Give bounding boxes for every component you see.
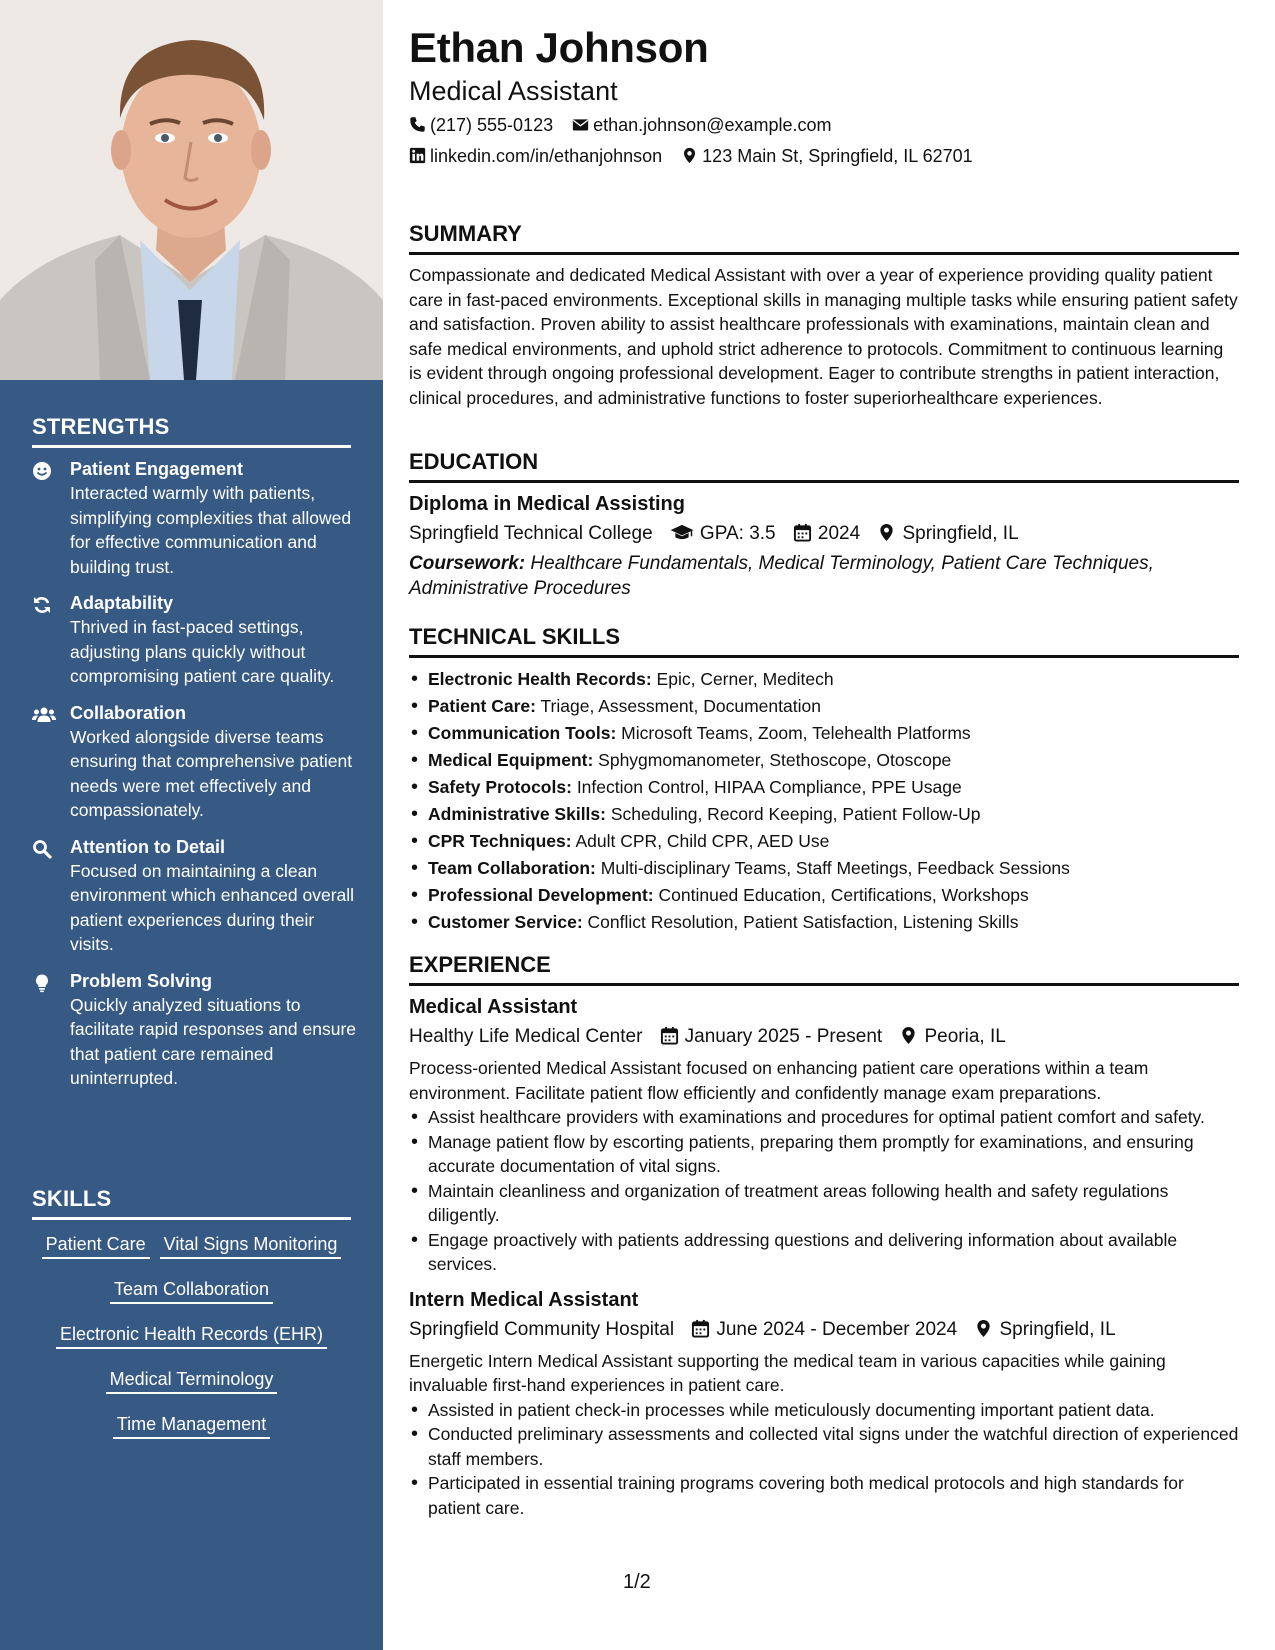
job-title: Intern Medical Assistant bbox=[409, 1288, 639, 1311]
skill-category: Medical Equipment: bbox=[428, 750, 594, 770]
users-icon bbox=[32, 705, 56, 725]
job-bullet: • Assist healthcare providers with examinations and procedures for optimal patient comfort and safety. bbox=[409, 1105, 1239, 1130]
technical-skill-item bbox=[409, 909, 1239, 936]
job-bullets bbox=[409, 1105, 1239, 1277]
candidate-title: Medical Assistant bbox=[409, 76, 618, 106]
strength-title: Patient Engagement bbox=[70, 459, 244, 479]
strength-title: Collaboration bbox=[70, 702, 186, 723]
company-name: Healthy Life Medical Center bbox=[409, 1026, 643, 1047]
calendar-icon bbox=[660, 1026, 679, 1045]
skill-values: Scheduling, Record Keeping, Patient Follow-Up bbox=[610, 804, 981, 824]
school-name: Springfield Technical College bbox=[409, 523, 653, 544]
summary-heading: SUMMARY bbox=[409, 220, 1239, 255]
job-location: Springfield, IL bbox=[999, 1318, 1116, 1340]
skills-heading: SKILLS bbox=[32, 1186, 351, 1220]
strength-description: Focused on maintaining a clean environment which enhanced overall patient experiences during their visits. bbox=[70, 860, 355, 954]
technical-skill-item bbox=[409, 747, 1239, 774]
technical-skills-list bbox=[409, 666, 1239, 936]
search-icon bbox=[32, 839, 52, 859]
technical-skills-heading: TECHNICAL SKILLS bbox=[409, 623, 1239, 658]
skill-values: Multi-disciplinary Teams, Staff Meetings, Feedback Sessions bbox=[600, 858, 1070, 878]
strength-item bbox=[32, 458, 362, 579]
skill-category: Administrative Skills: bbox=[428, 804, 606, 824]
address-contact bbox=[681, 144, 973, 168]
lightbulb-icon bbox=[32, 973, 52, 993]
skill-tag: Team Collaboration bbox=[110, 1277, 273, 1304]
skill-category: CPR Techniques: bbox=[428, 831, 572, 851]
strength-title: Attention to Detail bbox=[70, 836, 225, 857]
gpa-text: GPA: 3.5 bbox=[699, 523, 776, 544]
skill-tag: Medical Terminology bbox=[106, 1367, 278, 1394]
phone-contact[interactable] bbox=[409, 113, 553, 137]
strength-title: Problem Solving bbox=[70, 970, 213, 991]
job-bullet: • Participated in essential training programs covering both medical protocols and high standards for patient care. bbox=[409, 1471, 1239, 1520]
company-name: Springfield Community Hospital bbox=[409, 1318, 675, 1340]
job-dates: January 2025 - Present bbox=[684, 1026, 883, 1047]
education-location: Springfield, IL bbox=[902, 523, 1019, 544]
strength-description: Interacted warmly with patients, simplifying complexities that allowed for effective communication and building trust. bbox=[70, 483, 352, 577]
skill-category: Customer Service: bbox=[428, 912, 583, 932]
linkedin-contact[interactable] bbox=[409, 144, 662, 168]
coursework bbox=[409, 552, 1239, 601]
technical-skill-item bbox=[409, 882, 1239, 909]
job-entry bbox=[409, 1287, 1239, 1521]
skills-list bbox=[32, 1232, 351, 1457]
linkedin-text: linkedin.com/in/ethanjohnson bbox=[430, 146, 663, 166]
skill-values: Triage, Assessment, Documentation bbox=[540, 696, 821, 716]
technical-skill-item bbox=[409, 774, 1239, 801]
profile-photo-illustration bbox=[0, 0, 383, 380]
map-pin-icon bbox=[974, 1319, 993, 1338]
email-text: ethan.johnson@example.com bbox=[593, 115, 832, 135]
phone-text: (217) 555-0123 bbox=[430, 115, 554, 135]
skill-values: Continued Education, Certifications, Workshops bbox=[658, 885, 1029, 905]
strengths-heading: STRENGTHS bbox=[32, 414, 351, 448]
technical-skill-item bbox=[409, 828, 1239, 855]
experience-heading: EXPERIENCE bbox=[409, 951, 1239, 986]
skill-values: Sphygmomanometer, Stethoscope, Otoscope bbox=[598, 750, 952, 770]
strengths-list bbox=[32, 458, 362, 1104]
experience-section bbox=[409, 951, 1239, 1520]
job-bullets bbox=[409, 1398, 1239, 1521]
education-section bbox=[409, 448, 1239, 601]
skill-tag: Electronic Health Records (EHR) bbox=[56, 1322, 327, 1349]
map-pin-icon bbox=[681, 147, 698, 164]
strength-item bbox=[32, 970, 362, 1091]
contact-line bbox=[409, 144, 987, 168]
job-meta bbox=[409, 1024, 1239, 1050]
job-dates: June 2024 - December 2024 bbox=[716, 1318, 958, 1340]
technical-skill-item bbox=[409, 693, 1239, 720]
candidate-name: Ethan Johnson bbox=[409, 24, 709, 71]
skill-values: Microsoft Teams, Zoom, Telehealth Platforms bbox=[621, 723, 971, 743]
job-bullet: • Maintain cleanliness and organization of treatment areas following health and safety regulations diligently. bbox=[409, 1179, 1239, 1228]
sync-icon bbox=[32, 595, 52, 615]
coursework-label: Coursework: bbox=[409, 553, 526, 574]
skill-values: Epic, Cerner, Meditech bbox=[656, 669, 834, 689]
strength-item bbox=[32, 836, 362, 957]
smile-icon bbox=[32, 461, 52, 481]
strength-item bbox=[32, 702, 362, 823]
job-bullet: • Manage patient flow by escorting patients, preparing them promptly for examinations, and ensuring accurate documentation of vital signs. bbox=[409, 1130, 1239, 1179]
technical-skill-item bbox=[409, 720, 1239, 747]
envelope-icon bbox=[572, 116, 589, 133]
strength-description: Quickly analyzed situations to facilitate rapid responses and ensure that patient care remained uninterrupted. bbox=[70, 994, 357, 1088]
graduation-cap-icon bbox=[670, 523, 694, 542]
technical-skill-item bbox=[409, 801, 1239, 828]
skill-tag: Vital Signs Monitoring bbox=[160, 1232, 342, 1259]
contact-line bbox=[409, 113, 846, 137]
job-location: Peoria, IL bbox=[924, 1026, 1006, 1047]
page-number: 1/2 bbox=[623, 1571, 651, 1593]
skill-category: Team Collaboration: bbox=[428, 858, 596, 878]
job-description: Energetic Intern Medical Assistant supporting the medical team in various capacities while gaining invaluable first-hand experiences in patient care. bbox=[409, 1350, 1166, 1395]
skill-category: Electronic Health Records: bbox=[428, 669, 652, 689]
strength-title: Adaptability bbox=[70, 593, 174, 613]
job-bullet: • Assisted in patient check-in processes while meticulously documenting important patient data. bbox=[409, 1398, 1239, 1423]
strength-item bbox=[32, 592, 362, 689]
skill-tag: Time Management bbox=[113, 1412, 270, 1439]
linkedin-icon bbox=[409, 147, 426, 164]
strength-description: Thrived in fast-paced settings, adjusting plans quickly without compromising patient care quality. bbox=[70, 617, 335, 686]
profile-photo bbox=[0, 0, 383, 380]
coursework-text: Healthcare Fundamentals, Medical Terminology, Patient Care Techniques, Administrative Procedures bbox=[409, 553, 1154, 599]
map-pin-icon bbox=[899, 1026, 918, 1045]
skill-tag: Patient Care bbox=[42, 1232, 150, 1259]
skill-category: Patient Care: bbox=[428, 696, 536, 716]
skill-values: Adult CPR, Child CPR, AED Use bbox=[575, 831, 830, 851]
skill-values: Conflict Resolution, Patient Satisfaction, Listening Skills bbox=[587, 912, 1019, 932]
technical-skills-section bbox=[409, 623, 1239, 936]
skill-category: Communication Tools: bbox=[428, 723, 617, 743]
skill-values: Infection Control, HIPAA Compliance, PPE Usage bbox=[576, 777, 962, 797]
technical-skill-item bbox=[409, 855, 1239, 882]
map-pin-icon bbox=[877, 523, 896, 542]
job-meta bbox=[409, 1317, 1239, 1343]
skill-category: Professional Development: bbox=[428, 885, 654, 905]
skill-category: Safety Protocols: bbox=[428, 777, 572, 797]
job-bullet: • Engage proactively with patients addressing questions and delivering information about available services. bbox=[409, 1228, 1239, 1277]
email-contact[interactable] bbox=[572, 113, 831, 137]
summary-section bbox=[409, 220, 1239, 410]
job-bullet: • Conducted preliminary assessments and collected vital signs under the watchful direction of experienced staff members. bbox=[409, 1422, 1239, 1471]
calendar-icon bbox=[691, 1319, 710, 1338]
summary-text: Compassionate and dedicated Medical Assistant with over a year of experience providing quality patient care in fast-paced environments. Exceptional skills in managing multiple tasks while ensuring patient safety and satisfaction. Proven ability to assist healthcare professionals with examinations, maintain clean and safe medical environments, and uphold strict adherence to protocols. Commitment to continuous learning is evident through ongoing professional development. Eager to contribute strengths in patient interaction, clinical procedures, and administrative functions to foster superiorhealthcare experiences. bbox=[409, 265, 1238, 408]
phone-icon bbox=[409, 116, 426, 133]
job-title: Medical Assistant bbox=[409, 996, 578, 1018]
graduation-year: 2024 bbox=[817, 523, 861, 544]
strength-description: Worked alongside diverse teams ensuring that comprehensive patient needs were met effectively and compassionately. bbox=[70, 726, 353, 820]
job-entry bbox=[409, 994, 1239, 1277]
degree-title: Diploma in Medical Assisting bbox=[409, 493, 685, 515]
job-description: Process-oriented Medical Assistant focused on enhancing patient care operations within a team environment. Facilitate patient flow efficiently and confidently manage exam preparations. bbox=[409, 1058, 1149, 1103]
address-text: 123 Main St, Springfield, IL 62701 bbox=[702, 146, 973, 166]
sidebar bbox=[0, 0, 383, 1650]
technical-skill-item bbox=[409, 666, 1239, 693]
education-meta bbox=[409, 521, 1239, 547]
education-heading: EDUCATION bbox=[409, 448, 1239, 483]
calendar-icon bbox=[793, 523, 812, 542]
